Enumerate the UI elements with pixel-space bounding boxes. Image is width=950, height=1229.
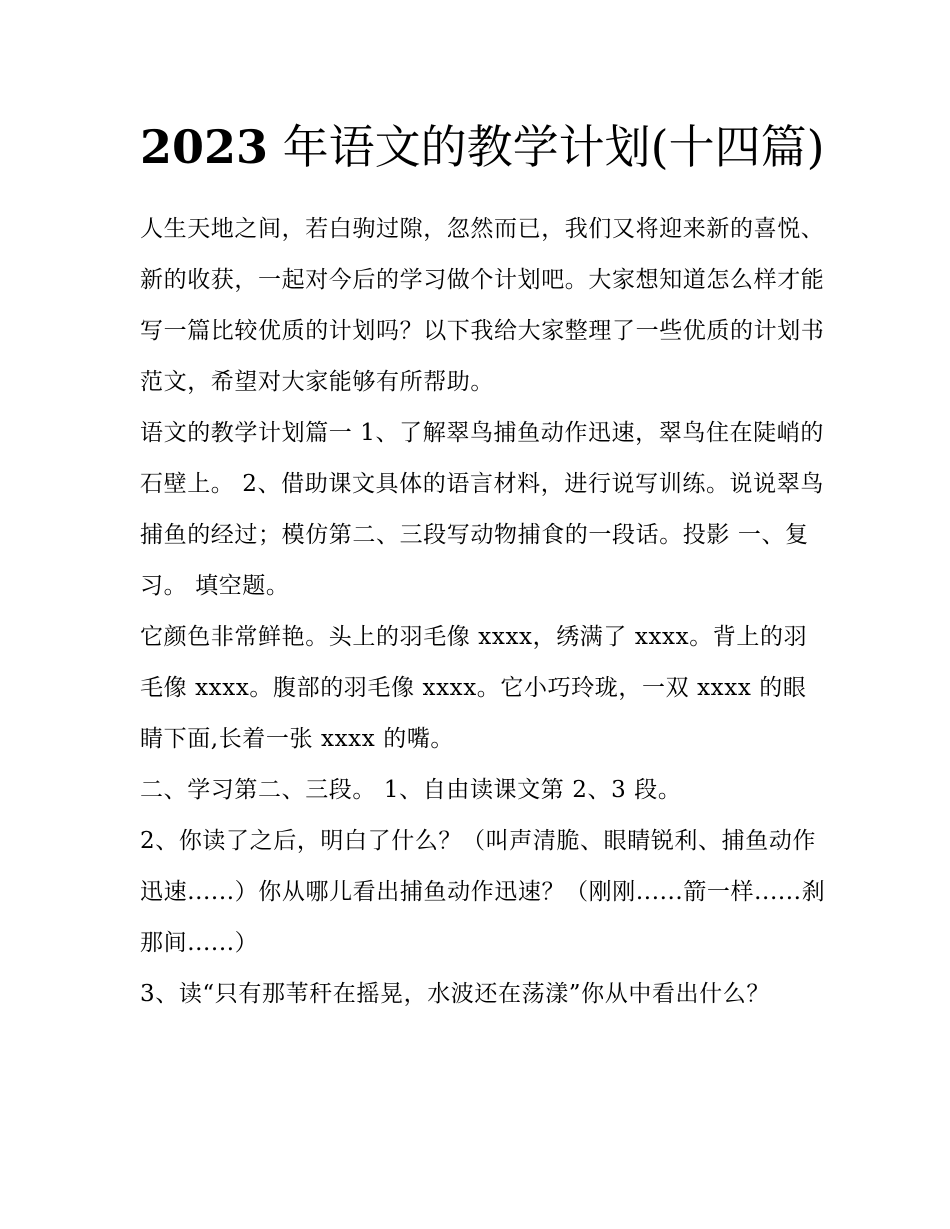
- paragraph-fill-blank: 它颜色非常鲜艳。头上的羽毛像 xxxx，绣满了 xxxx。背上的羽毛像 xxxx。腹部的羽毛像 xxxx。它小巧玲珑，一双 xxxx 的眼睛下面,长着一张 xxxx 的嘴。: [140, 624, 808, 752]
- title-year: 2023: [140, 120, 269, 174]
- paragraph-plan-one: 语文的教学计划篇一 1、了解翠鸟捕鱼动作迅速，翠鸟住在陡峭的石壁上。 2、借助课文具体的语言材料，进行说写训练。说说翠鸟捕鱼的经过；模仿第二、三段写动物捕食的一段话。投影 一、复习。 填空题。: [140, 420, 824, 599]
- paragraph-question-three: 3、读“只有那苇秆在摇晃，水波还在荡漾”你从中看出什么？: [140, 981, 770, 1007]
- paragraph-question-two: 2、你读了之后，明白了什么？（叫声清脆、眼睛锐利、捕鱼动作迅速......）你从哪儿看出捕鱼动作迅速？（刚刚......箭一样......刹那间......）: [140, 828, 826, 956]
- document-body: [140, 112, 830, 1020]
- title-text: 年语文的教学计划(十四篇): [282, 120, 825, 174]
- document-title: [140, 112, 830, 182]
- paragraph-section-two: 二、学习第二、三段。 1、自由读课文第 2、3 段。: [140, 777, 682, 803]
- paragraph-intro: 人生天地之间，若白驹过隙，忽然而已，我们又将迎来新的喜悦、新的收获，一起对今后的学习做个计划吧。大家想知道怎么样才能写一篇比较优质的计划吗？以下我给大家整理了一些优质的计划书范文，希望对大家能够有所帮助。: [140, 216, 825, 395]
